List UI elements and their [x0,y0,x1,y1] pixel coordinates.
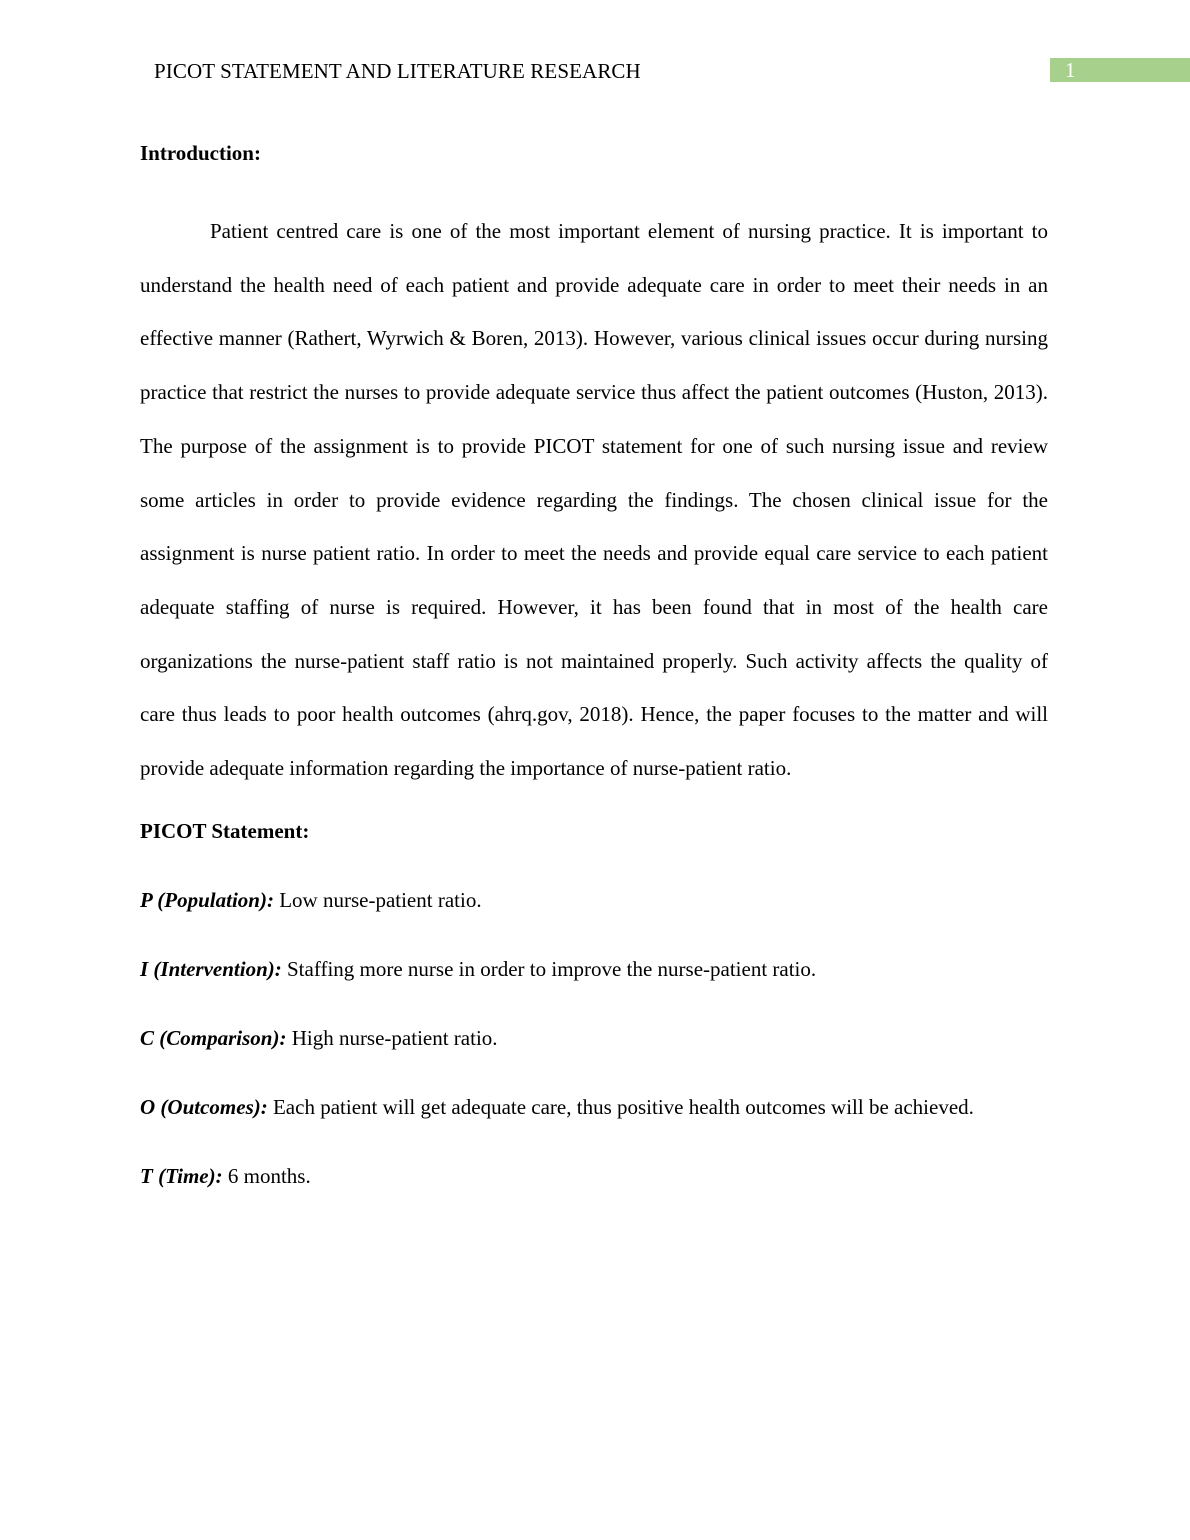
picot-outcomes [140,1080,1048,1134]
picot-time-label: T (Time): [140,1163,223,1188]
picot-time [140,1159,1048,1193]
page-number-badge [1050,58,1190,82]
picot-outcomes-text: Each patient will get adequate care, thus positive health outcomes will be achieved. [272,1094,974,1119]
page-number: 1 [1065,58,1076,82]
picot-intervention-label: I (Intervention): [140,956,282,981]
picot-comparison-text: High nurse-patient ratio. [291,1025,498,1050]
picot-population-label: P (Population): [140,887,274,912]
picot-intervention-text: Staffing more nurse in order to improve the nurse-patient ratio. [287,956,817,981]
picot-comparison-label: C (Comparison): [140,1025,287,1050]
picot-population [140,883,1048,917]
introduction-heading: Introduction: [140,141,261,165]
picot-outcomes-label: O (Outcomes): [140,1094,268,1119]
picot-heading: PICOT Statement: [140,818,310,843]
running-header-title: PICOT STATEMENT AND LITERATURE RESEARCH [154,59,641,83]
introduction-paragraph: Patient centred care is one of the most important element of nursing practice. It is important to understand the health need of each patient and provide adequate care in order to meet their needs in an effective manner (Rathert, Wyrwich & Boren, 2013). However, various clinical issues occur during nursing practice that restrict the nurses to provide adequate service thus affect the patient outcomes (Huston, 2013). The purpose of the assignment is to provide PICOT statement for one of such nursing issue and review some articles in order to provide evidence regarding the findings. The chosen clinical issue for the assignment is nurse patient ratio. In order to meet the needs and provide equal care service to each patient adequate staffing of nurse is required. However, it has been found that in most of the health care organizations the nurse-patient staff ratio is not maintained properly. Such activity affects the quality of care thus leads to poor health outcomes (ahrq.gov, 2018). Hence, the paper focuses to the matter and will provide adequate information regarding the importance of nurse-patient ratio. [140,219,1048,781]
picot-comparison [140,1021,1048,1055]
document-body [140,136,1048,1228]
picot-intervention [140,952,1048,986]
picot-time-text: 6 months. [227,1163,311,1188]
picot-population-text: Low nurse-patient ratio. [279,887,482,912]
